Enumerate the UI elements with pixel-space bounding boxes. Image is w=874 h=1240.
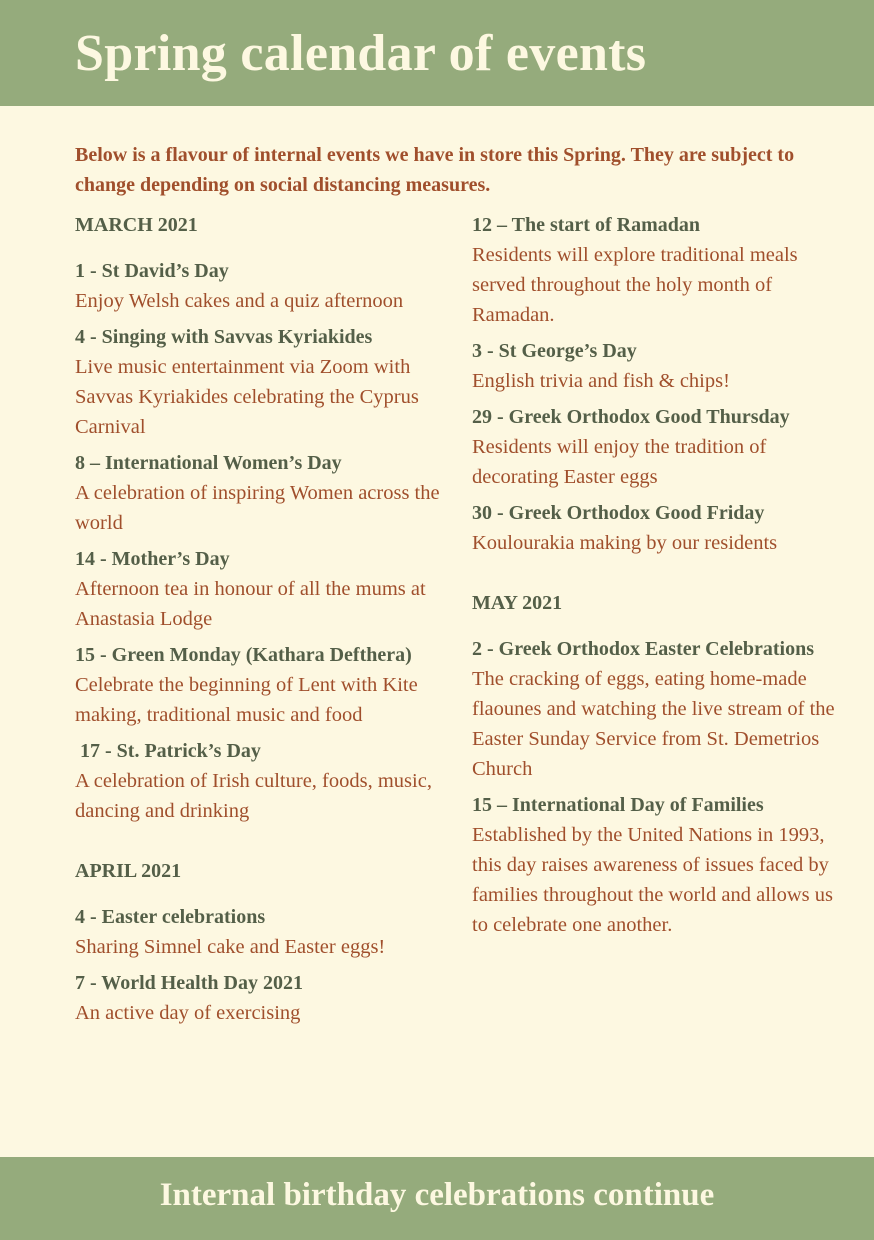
event-item <box>472 498 842 558</box>
event-description: English trivia and fish & chips! <box>472 370 730 392</box>
footer-banner <box>0 1157 874 1240</box>
event-title: 8 – International Women’s Day <box>75 452 342 474</box>
event-title: 4 - Singing with Savvas Kyriakides <box>75 326 373 348</box>
event-description: Residents will enjoy the tradition of decorating Easter eggs <box>472 436 767 488</box>
month-heading: MARCH 2021 <box>75 214 198 236</box>
event-title: 4 - Easter celebrations <box>75 906 266 928</box>
event-title: 17 - St. Patrick’s Day <box>75 740 261 762</box>
event-item <box>472 790 842 940</box>
event-description: A celebration of Irish culture, foods, music, dancing and drinking <box>75 770 432 822</box>
event-title: 12 – The start of Ramadan <box>472 214 700 236</box>
title-banner <box>0 0 874 106</box>
page-title: Spring calendar of events <box>75 25 647 82</box>
event-title: 30 - Greek Orthodox Good Friday <box>472 502 765 524</box>
event-item <box>472 402 842 492</box>
event-item <box>75 256 445 316</box>
event-item <box>75 322 445 442</box>
right-column <box>472 210 842 946</box>
left-column <box>75 210 445 1034</box>
event-title: 15 - Green Monday (Kathara Defthera) <box>75 644 412 666</box>
event-description: The cracking of eggs, eating home-made flaounes and watching the live stream of the Easter Sunday Service from St. Demetrios Church <box>472 668 835 780</box>
event-title: 2 - Greek Orthodox Easter Celebrations <box>472 638 815 660</box>
event-title: 29 - Greek Orthodox Good Thursday <box>472 406 790 428</box>
event-item <box>472 336 842 396</box>
event-description: Celebrate the beginning of Lent with Kite making, traditional music and food <box>75 674 418 726</box>
event-description: Sharing Simnel cake and Easter eggs! <box>75 936 386 958</box>
event-title: 14 - Mother’s Day <box>75 548 230 570</box>
event-title: 15 – International Day of Families <box>472 794 764 816</box>
event-title: 7 - World Health Day 2021 <box>75 972 303 994</box>
event-item <box>472 210 842 330</box>
event-description: Residents will explore traditional meals served throughout the holy month of Ramadan. <box>472 244 798 326</box>
event-description: An active day of exercising <box>75 1002 301 1024</box>
event-description: Live music entertainment via Zoom with Savvas Kyriakides celebrating the Cyprus Carnival <box>75 356 419 438</box>
event-description: Established by the United Nations in 1993, this day raises awareness of issues faced by families throughout the world and allows us to celebrate one another. <box>472 824 833 936</box>
event-item <box>75 640 445 730</box>
event-item <box>75 544 445 634</box>
event-item <box>75 902 445 962</box>
event-description: Koulourakia making by our residents <box>472 532 778 554</box>
month-heading: APRIL 2021 <box>75 860 182 882</box>
event-item <box>75 968 445 1028</box>
event-description: A celebration of inspiring Women across the world <box>75 482 440 534</box>
event-item <box>75 736 445 826</box>
month-heading: MAY 2021 <box>472 592 563 614</box>
event-title: 3 - St George’s Day <box>472 340 637 362</box>
event-description: Enjoy Welsh cakes and a quiz afternoon <box>75 290 404 312</box>
event-item <box>472 634 842 784</box>
footer-text: Internal birthday celebrations continue <box>159 1177 715 1213</box>
event-title: 1 - St David’s Day <box>75 260 229 282</box>
event-item <box>75 448 445 538</box>
event-description: Afternoon tea in honour of all the mums at Anastasia Lodge <box>75 578 426 630</box>
intro-text: Below is a flavour of internal events we have in store this Spring. They are subject to change depending on social distancing measures. <box>75 144 795 196</box>
